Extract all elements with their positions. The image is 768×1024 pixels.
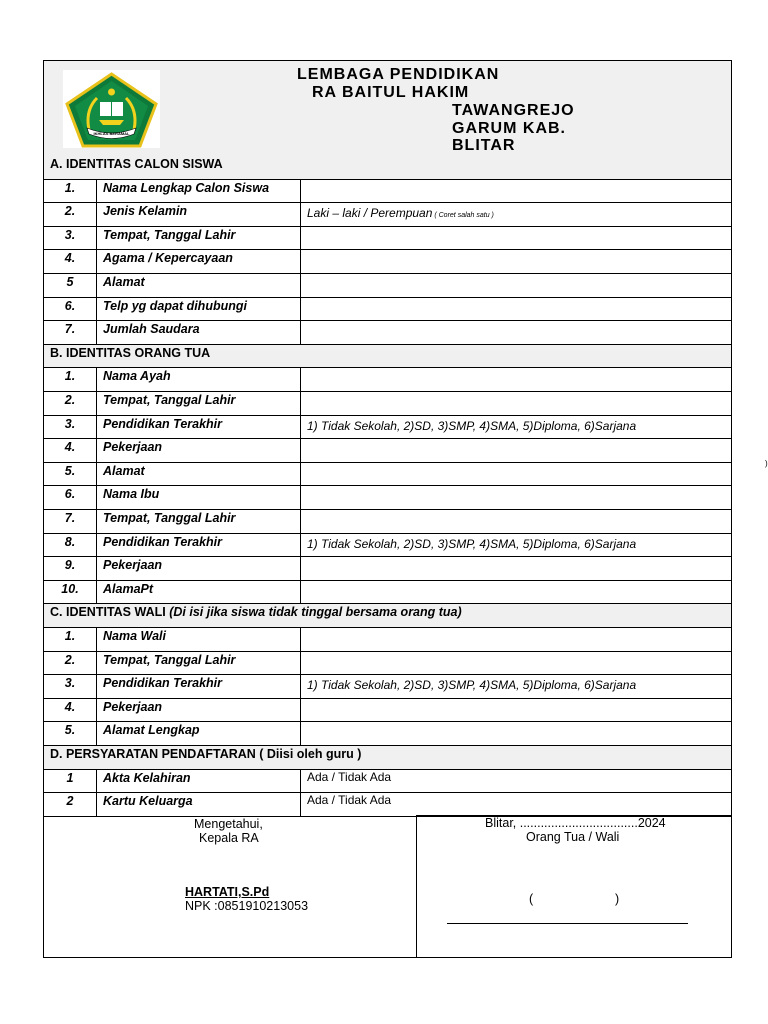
row-number: 3. [44,675,97,698]
row-label: Nama Ibu [97,486,301,509]
section-title: D. PERSYARATAN PENDAFTARAN ( Diisi oleh guru ) [50,747,362,761]
row-number: 5. [44,722,97,745]
row-label: Nama Ayah [97,368,301,391]
row-number: 2. [44,652,97,675]
section-b-header [44,345,731,369]
row-label: Alamat [97,274,301,297]
row-number: 5. [44,463,97,486]
row-number: 3. [44,227,97,250]
section-title: A. IDENTITAS CALON SISWA [50,157,223,171]
row-label: Pendidikan Terakhir [97,416,301,439]
parent-row [44,486,731,510]
row-label: Akta Kelahiran [97,770,301,793]
row-value-text: Laki – laki / Perempuan [307,206,433,221]
row-number: 2 [44,793,97,816]
row-value-field[interactable] [307,678,636,692]
guardian-row [44,628,731,652]
signature-right-line-1: Blitar, ..................................2024 [485,816,666,830]
row-value-note: ( Coret salah satu ) [432,212,494,220]
row-number: 3. [44,416,97,439]
parent-row [44,534,731,558]
requirement-row [44,793,731,817]
section-title: B. IDENTITAS ORANG TUA [50,345,211,360]
row-number: 1. [44,628,97,651]
row-number: 1 [44,770,97,793]
row-label: Pekerjaan [97,699,301,722]
parent-row [44,557,731,581]
row-number: 1. [44,180,97,203]
row-label: Pekerjaan [97,557,301,580]
row-number: 6. [44,486,97,509]
student-row [44,203,731,227]
row-label: Kartu Keluarga [97,793,301,816]
row-number: 8. [44,534,97,557]
parent-signature-box [416,815,731,957]
signature-left-line-2: Kepala RA [199,831,259,845]
row-label: Tempat, Tanggal Lahir [97,652,301,675]
parent-row [44,463,731,487]
logo-text: IKHLAS BERAMAL [93,131,130,136]
row-value-text: Ada / Tidak Ada [307,769,392,784]
guardian-row [44,722,731,746]
student-row [44,274,731,298]
signature-right-line-2: Orang Tua / Wali [526,830,620,844]
row-label: Alamat [97,463,301,486]
row-label: AlamaPt [97,581,301,604]
principal-name: HARTATI,S.Pd [185,885,270,899]
row-value-text: 1) Tidak Sekolah, 2)SD, 3)SMP, 4)SMA, 5)Diploma, 6)Sarjana [307,678,637,693]
parent-row [44,581,731,605]
signature-left-line-1: Mengetahui, [194,817,263,831]
row-number: 6. [44,298,97,321]
row-number: 4. [44,699,97,722]
parent-row [44,439,731,463]
row-number: 7. [44,321,97,344]
row-value-text: 1) Tidak Sekolah, 2)SD, 3)SMP, 4)SMA, 5)Diploma, 6)Sarjana [307,536,637,551]
form-header [44,61,731,157]
registration-form [43,60,768,958]
row-value-text: 1) Tidak Sekolah, 2)SD, 3)SMP, 4)SMA, 5)Diploma, 6)Sarjana [307,418,637,433]
student-row [44,298,731,322]
section-c-note: (Di isi jika siswa tidak tinggal bersama orang tua) [169,605,462,620]
student-row [44,227,731,251]
guardian-row [44,652,731,676]
row-label: Agama / Kepercayaan [97,250,301,273]
row-label: Tempat, Tanggal Lahir [97,392,301,415]
guardian-row [44,675,731,699]
signature-area [44,815,731,957]
row-number: 7. [44,510,97,533]
row-value-field[interactable] [307,537,636,551]
student-row [44,321,731,345]
row-value-field[interactable] [307,770,391,784]
row-value-text: Ada / Tidak Ada [307,793,392,808]
row-number: 4. [44,250,97,273]
row-value-field[interactable] [307,793,391,807]
parent-row [44,510,731,534]
section-d-header [44,746,731,770]
section-a-header [44,156,731,180]
row-label: Pendidikan Terakhir [97,675,301,698]
row-label: Tempat, Tanggal Lahir [97,510,301,533]
row-number: 2. [44,203,97,226]
section-c-header [44,604,731,628]
kemenag-logo-icon [63,70,160,148]
signature-paren-close: ) [615,892,620,906]
row-value-field[interactable] [307,206,494,220]
institution-line-5: BLITAR [452,137,516,154]
stray-mark: ) [765,459,768,468]
parent-row [44,368,731,392]
row-label: Tempat, Tanggal Lahir [97,227,301,250]
parent-row [44,416,731,440]
institution-line-2: RA BAITUL HAKIM [312,84,470,101]
row-label: Pendidikan Terakhir [97,534,301,557]
section-label [50,605,462,619]
row-label: Jumlah Saudara [97,321,301,344]
row-number: 5 [44,274,97,297]
institution-line-4: GARUM KAB. [452,120,566,137]
principal-npk: NPK :0851910213053 [185,899,309,913]
institution-line-3: TAWANGREJO [452,102,575,119]
requirement-row [44,770,731,794]
row-label: Nama Lengkap Calon Siswa [97,180,301,203]
row-label: Pekerjaan [97,439,301,462]
row-number: 1. [44,368,97,391]
row-label: Jenis Kelamin [97,203,301,226]
row-label: Telp yg dapat dihubungi [97,298,301,321]
row-value-field[interactable] [307,419,636,433]
row-number: 2. [44,392,97,415]
row-label: Nama Wali [97,628,301,651]
row-number: 4. [44,439,97,462]
guardian-row [44,699,731,723]
signature-line [447,923,688,924]
signature-paren-open: ( [529,892,534,906]
section-c-title: C. IDENTITAS WALI [50,605,170,620]
student-row [44,250,731,274]
row-label: Alamat Lengkap [97,722,301,745]
student-row [44,180,731,204]
institution-line-1: LEMBAGA PENDIDIKAN [297,66,500,83]
row-number: 10. [44,581,97,604]
row-number: 9. [44,557,97,580]
parent-row [44,392,731,416]
